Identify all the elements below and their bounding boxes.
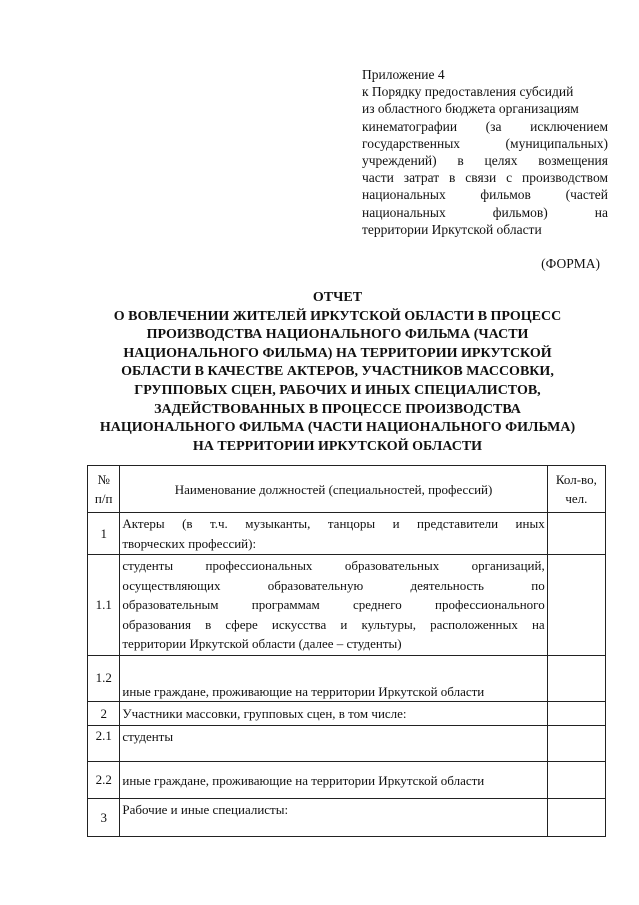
title-line: НАЦИОНАЛЬНОГО ФИЛЬМА (ЧАСТИ НАЦИОНАЛЬНОГО ФИЛЬМА): [99, 420, 576, 436]
title-line: ОБЛАСТИ В КАЧЕСТВЕ АКТЕРОВ, УЧАСТНИКОВ МАССОВКИ,: [121, 364, 554, 380]
row-count-cell[interactable]: [547, 656, 605, 702]
table-row: [88, 702, 606, 726]
row-count-cell[interactable]: [547, 702, 605, 726]
row-num: 1.1: [88, 555, 120, 656]
appendix-line: Приложение 4: [362, 67, 445, 82]
table-row: [88, 799, 606, 837]
table-row: [88, 513, 606, 555]
appendix-line: части затрат в связи с производством: [362, 170, 608, 186]
row-name: иные граждане, проживающие на территории Иркутской области: [120, 762, 547, 799]
appendix-line: к Порядку предоставления субсидий: [362, 84, 574, 100]
appendix-line: кинематографии (за исключением: [362, 118, 608, 134]
row-name: студенты: [120, 726, 547, 762]
appendix-line: государственных (муниципальных): [362, 135, 608, 151]
report-title: [40, 289, 635, 456]
title-line: ОТЧЕТ: [312, 290, 363, 305]
row-count-cell[interactable]: [547, 726, 605, 762]
title-line: НАЦИОНАЛЬНОГО ФИЛЬМА) НА ТЕРРИТОРИИ ИРКУТСКОЙ: [123, 345, 552, 361]
table-row: [88, 656, 606, 702]
table-row: [88, 762, 606, 799]
report-table: [87, 465, 606, 837]
row-count-cell[interactable]: [547, 799, 605, 837]
title-line: ПРОИЗВОДСТВА НАЦИОНАЛЬНОГО ФИЛЬМА (ЧАСТИ: [146, 327, 529, 343]
table-row: [88, 726, 606, 762]
row-name: студенты профессиональных образовательных организаций, осуществляющих образовательную деятельность по образовательным программам среднего профессионального образования в сфере искусства и культуры, расположенных на территории Иркутской области (далее – студенты): [120, 555, 547, 656]
appendix-line: национальных фильмов (частей: [362, 187, 608, 203]
row-num: 1.2: [88, 656, 120, 702]
row-count-cell[interactable]: [547, 513, 605, 555]
row-num: 3: [88, 799, 120, 837]
row-num: 2: [88, 702, 120, 726]
row-name: Актеры (в т.ч. музыканты, танцоры и представители иных творческих профессий):: [120, 513, 547, 555]
row-name: Участники массовки, групповых сцен, в том числе:: [120, 702, 547, 726]
header-num: № п/п: [88, 466, 120, 513]
header-count: Кол-во, чел.: [547, 466, 605, 513]
appendix-line: территории Иркутской области: [362, 221, 542, 237]
row-name: иные граждане, проживающие на территории Иркутской области: [120, 656, 547, 702]
title-line: О ВОВЛЕЧЕНИИ ЖИТЕЛЕЙ ИРКУТСКОЙ ОБЛАСТИ В ПРОЦЕСС: [113, 308, 562, 324]
appendix-line: учреждений) в целях возмещения: [362, 153, 608, 169]
row-num: 2.2: [88, 762, 120, 799]
title-line: ГРУППОВЫХ СЦЕН, РАБОЧИХ И ИНЫХ СПЕЦИАЛИСТОВ,: [134, 382, 541, 398]
form-label: (ФОРМА): [541, 256, 600, 271]
title-line: ЗАДЕЙСТВОВАННЫХ В ПРОЦЕССЕ ПРОИЗВОДСТВА: [154, 401, 521, 417]
row-num: 1: [88, 513, 120, 555]
row-num: 2.1: [88, 726, 120, 762]
table-row: [88, 555, 606, 656]
row-count-cell[interactable]: [547, 555, 605, 656]
appendix-line: из областного бюджета организациям: [362, 101, 579, 117]
header-name: Наименование должностей (специальностей, профессий): [120, 466, 547, 513]
appendix-line: национальных фильмов) на: [362, 204, 608, 220]
appendix-block: [362, 66, 608, 238]
row-name: Рабочие и иные специалисты:: [120, 799, 547, 837]
title-line: НА ТЕРРИТОРИИ ИРКУТСКОЙ ОБЛАСТИ: [192, 438, 483, 454]
row-count-cell[interactable]: [547, 762, 605, 799]
table-header-row: [88, 466, 606, 513]
